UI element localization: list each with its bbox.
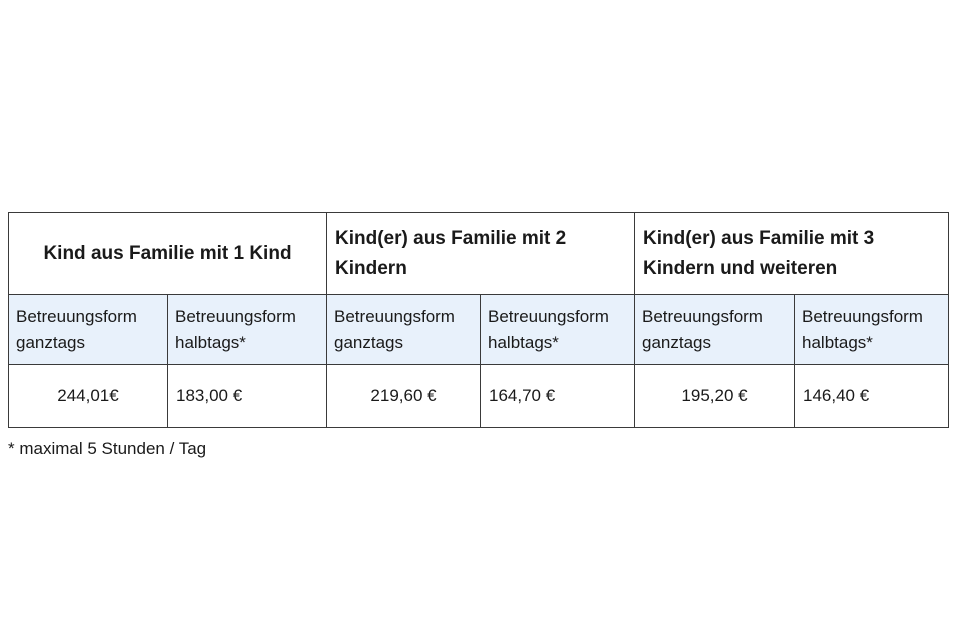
- sub-header-cell: [481, 295, 635, 365]
- sub-header-line1: Betreuungsform: [175, 306, 296, 326]
- sub-header-cell: [9, 295, 168, 365]
- fee-value-1-kind-ganztags: 244,01€: [9, 365, 168, 428]
- sub-header-line1: Betreuungsform: [642, 306, 763, 326]
- sub-header-line1: Betreuungsform: [334, 306, 455, 326]
- sub-header-line1: Betreuungsform: [16, 306, 137, 326]
- fee-table: [8, 212, 949, 428]
- fee-value-1-kind-halbtags: 183,00 €: [168, 365, 327, 428]
- sub-header-line2: halbtags*: [488, 332, 559, 352]
- fee-value-3-kinder-halbtags: 146,40 €: [795, 365, 949, 428]
- sub-header-cell: [635, 295, 795, 365]
- group-header-3-kinder: Kind(er) aus Familie mit 3 Kindern und weiteren: [635, 213, 949, 295]
- fee-value-2-kinder-halbtags: 164,70 €: [481, 365, 635, 428]
- sub-header-cell: [168, 295, 327, 365]
- group-header-row: [9, 213, 949, 295]
- sub-header-line2: ganztags: [642, 332, 712, 352]
- sub-header-cell: [795, 295, 949, 365]
- fee-value-3-kinder-ganztags: 195,20 €: [635, 365, 795, 428]
- sub-header-cell: [327, 295, 481, 365]
- sub-header-row: [9, 295, 949, 365]
- sub-header-line1: Betreuungsform: [802, 306, 923, 326]
- value-row: [9, 365, 949, 428]
- sub-header-line2: halbtags*: [175, 332, 246, 352]
- fee-value-2-kinder-ganztags: 219,60 €: [327, 365, 481, 428]
- group-header-1-kind: Kind aus Familie mit 1 Kind: [9, 213, 327, 295]
- sub-header-line2: halbtags*: [802, 332, 873, 352]
- footnote: * maximal 5 Stunden / Tag: [8, 439, 207, 458]
- sub-header-line1: Betreuungsform: [488, 306, 609, 326]
- group-header-2-kinder: Kind(er) aus Familie mit 2 Kindern: [327, 213, 635, 295]
- sub-header-line2: ganztags: [16, 332, 85, 352]
- sub-header-line2: ganztags: [334, 332, 404, 352]
